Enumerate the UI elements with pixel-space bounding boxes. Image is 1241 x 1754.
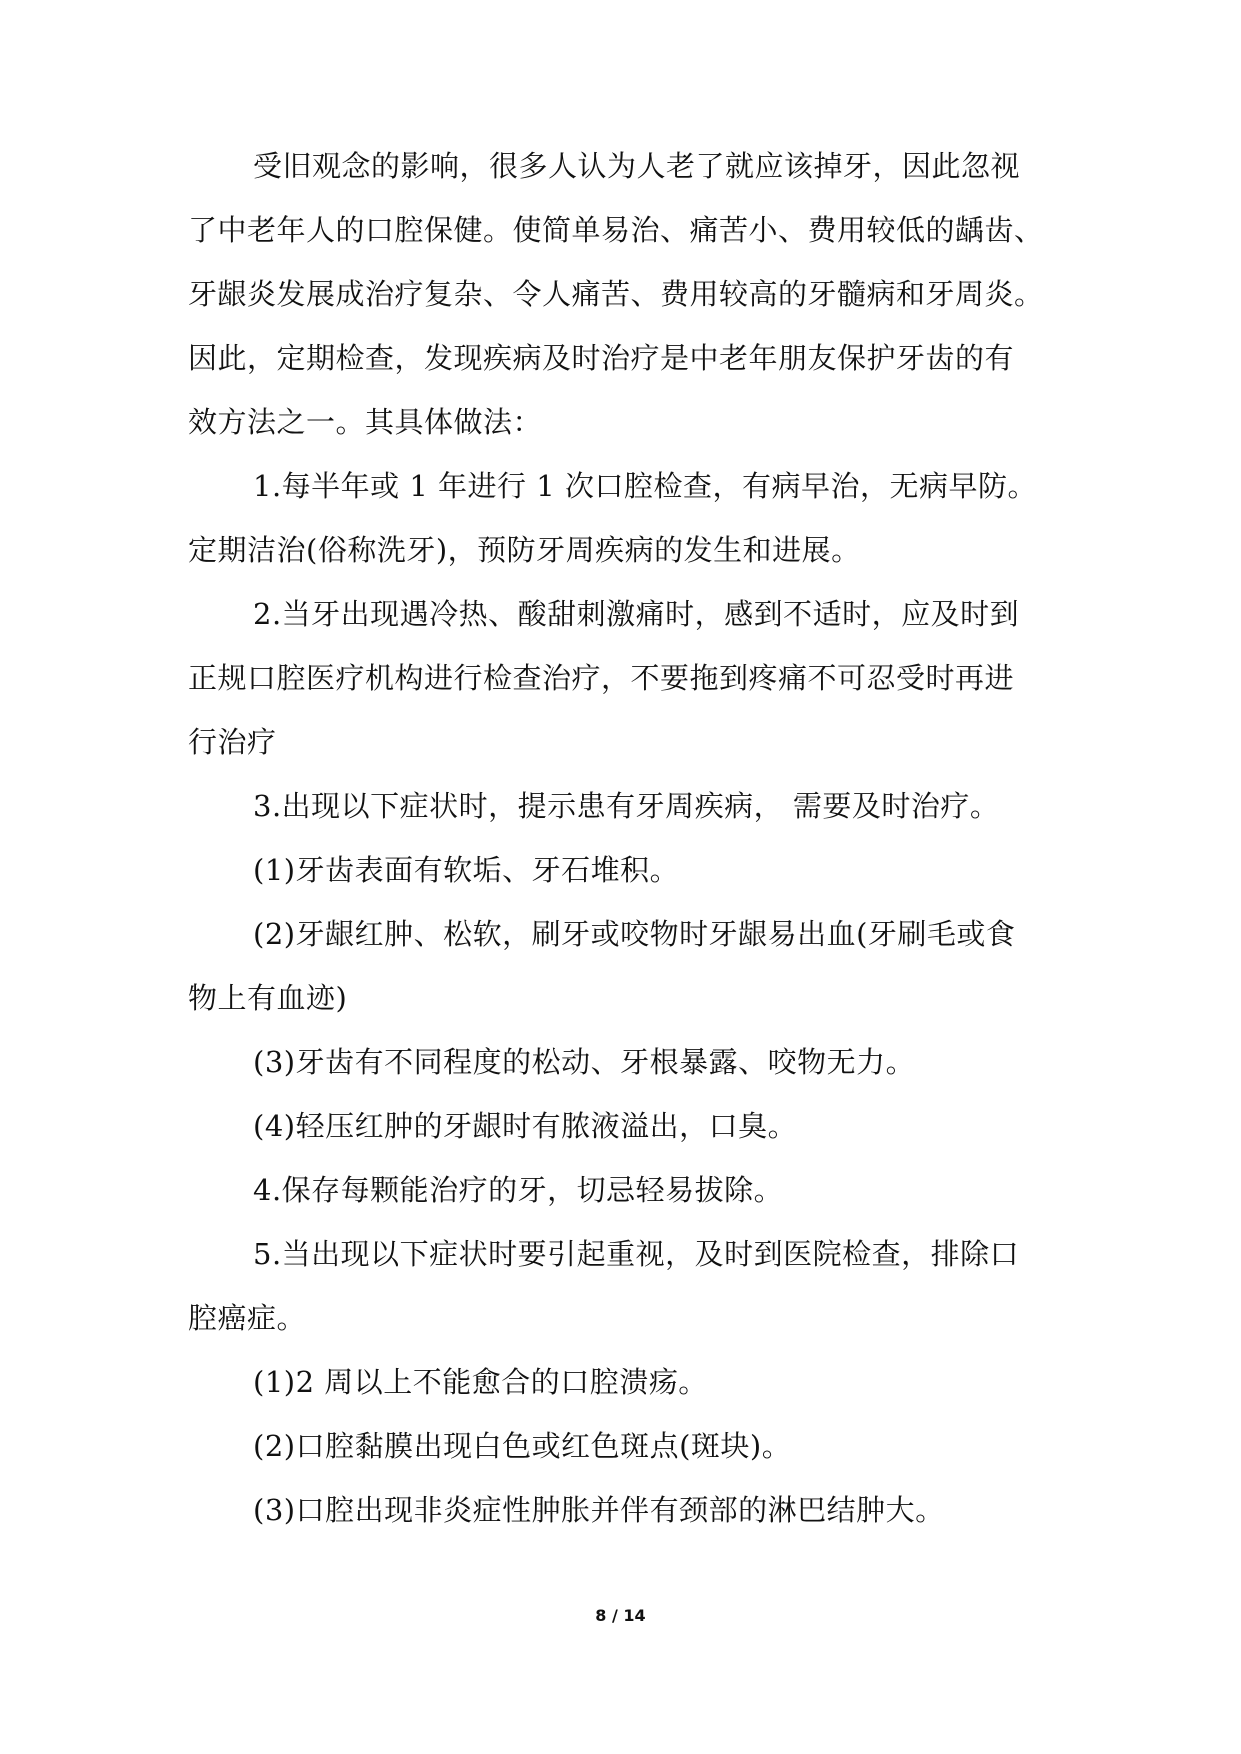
text-line: 5.当出现以下症状时要引起重视，及时到医院检查，排除口	[253, 1237, 1020, 1271]
text-line: 4.保存每颗能治疗的牙，切忌轻易拔除。	[253, 1173, 784, 1207]
text-line: 2.当牙出现遇冷热、酸甜刺激痛时，感到不适时，应及时到	[253, 597, 1020, 631]
text-line: (4)轻压红肿的牙龈时有脓液溢出，口臭。	[253, 1109, 798, 1143]
text-line: 1.每半年或 1 年进行 1 次口腔检查，有病早治，无病早防。	[253, 469, 1037, 503]
text-line: 定期洁治(俗称洗牙)，预防牙周疾病的发生和进展。	[188, 533, 861, 567]
text-line: 牙龈炎发展成治疗复杂、令人痛苦、费用较高的牙髓病和牙周炎。	[188, 277, 1044, 311]
text-line: 腔癌症。	[188, 1301, 307, 1335]
text-line: (2)口腔黏膜出现白色或红色斑点(斑块)。	[253, 1429, 792, 1463]
text-line: 行治疗	[188, 725, 277, 759]
text-line: 物上有血迹)	[188, 981, 348, 1015]
text-line: 受旧观念的影响，很多人认为人老了就应该掉牙，因此忽视	[253, 149, 1021, 183]
text-line: (2)牙龈红肿、松软，刷牙或咬物时牙龈易出血(牙刷毛或食	[253, 917, 1016, 951]
page-number: 8 / 14	[595, 1606, 646, 1625]
text-line: (3)口腔出现非炎症性肿胀并伴有颈部的淋巴结肿大。	[253, 1493, 945, 1527]
text-line: (3)牙齿有不同程度的松动、牙根暴露、咬物无力。	[253, 1045, 916, 1079]
text-line: (1)牙齿表面有软垢、牙石堆积。	[253, 853, 680, 887]
text-line: 正规口腔医疗机构进行检查治疗，不要拖到疼痛不可忍受时再进	[188, 661, 1015, 695]
text-line: (1)2 周以上不能愈合的口腔溃疡。	[253, 1365, 708, 1399]
text-line: 因此，定期检查，发现疾病及时治疗是中老年朋友保护牙齿的有	[188, 341, 1015, 375]
text-line: 了中老年人的口腔保健。使简单易治、痛苦小、费用较低的龋齿、	[188, 213, 1044, 247]
text-line: 效方法之一。其具体做法：	[188, 405, 543, 439]
text-line: 3.出现以下症状时，提示患有牙周疾病， 需要及时治疗。	[253, 789, 1000, 823]
